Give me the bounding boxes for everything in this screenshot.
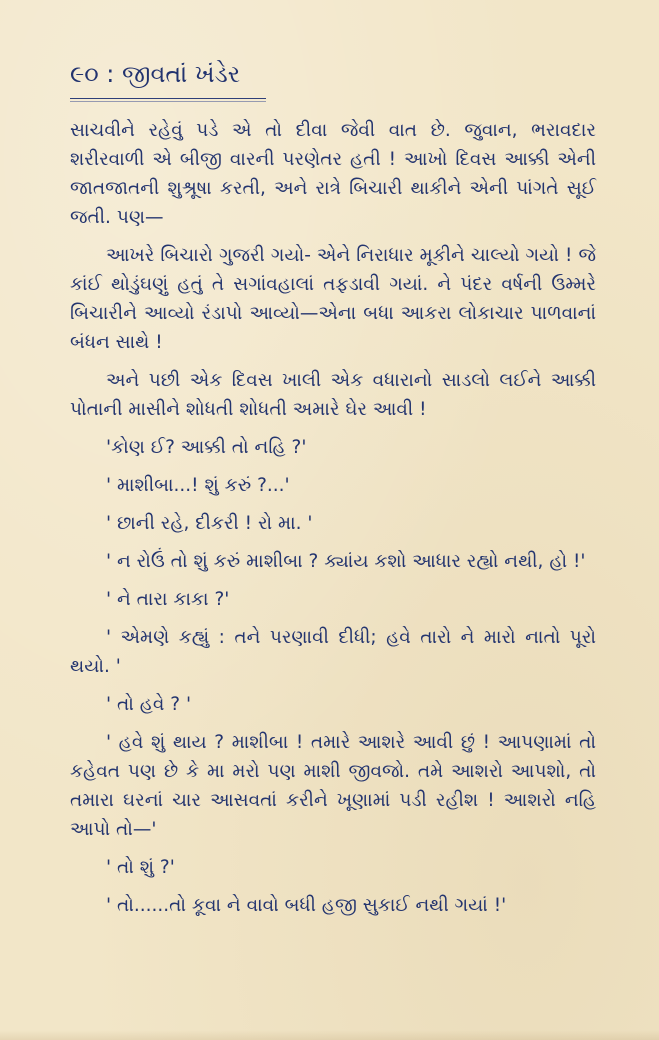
dialogue-line: ' હવે શું થાય ? માશીબા ! તમારે આશરે આવી છું ! આપણામાં તો કહેવત પણ છે કે મા મરો પણ માશી જીવજો. તમે આશરો આપશો, તો તમારા ઘરનાં ચાર આસવતાં કરીને ખૂણામાં પડી રહીશ ! આશરો નહિ આપો તો—' [70, 732, 596, 840]
page-edge-shadow [0, 1030, 659, 1040]
dialogue-line: ' તો શું ?' [106, 857, 175, 878]
header-rule-thin [70, 101, 266, 102]
dialogue-line: ' છાની રહે, દીકરી ! રો મા. ' [106, 513, 313, 534]
dialogue-line: ' એમણે કહ્યું : તને પરણાવી દીધી; હવે તારો ને મારો નાતો પૂરો થયો. ' [70, 627, 596, 677]
dialogue-line: ' ને તારા કાકા ?' [106, 589, 230, 610]
paragraph: આખરે બિચારો ગુજરી ગયો- એને નિરાધાર મૂકીને ચાલ્યો ગયો ! જે કાંઈ થોડુંઘણું હતું તે સગાંવહાલાં તફડાવી ગયાં. ને પંદર વર્ષની ઉમ્મરે બિચારીને આવ્યો રંડાપો આવ્યો—એના બધા આકરા લોકાચાર પાળવાનાં બંધન સાથે ! [70, 245, 596, 353]
header-rule [70, 98, 266, 99]
page-body [70, 116, 596, 929]
dialogue-line: ' તો હવે ? ' [106, 694, 192, 715]
paragraph: સાચવીને રહેવું પડે એ તો દીવા જેવી વાત છે. જુવાન, ભરાવદાર શરીરવાળી એ બીજી વારની પરણેતર હતી ! આખો દિવસ આક્કી એની જાતજાતની શુશ્રૂષા કરતી, અને રાત્રે બિચારી થાકીને એની પાંગતે સૂઈ જતી. પણ— [70, 120, 596, 228]
dialogue-line: ' ન રોઉં તો શું કરું માશીબા ? ક્યાંય કશો આધાર રહ્યો નથી, હો !' [106, 551, 586, 572]
dialogue-line: ' તો......તો કૂવા ને વાવો બધી હજી સુકાઈ નથી ગયાં !' [106, 895, 507, 916]
dialogue-line: 'કોણ ઈ? આક્કી તો નહિ ?' [106, 437, 307, 458]
page-header: ૯૦ : જીવતાં ખંડેર [70, 60, 241, 88]
paragraph: અને પછી એક દિવસ ખાલી એક વધારાનો સાડલો લઈને આક્કી પોતાની માસીને શોધતી શોધતી અમારે ઘેર આવી ! [70, 370, 596, 420]
dialogue-line: ' માશીબા...! શું કરું ?...' [106, 475, 290, 496]
